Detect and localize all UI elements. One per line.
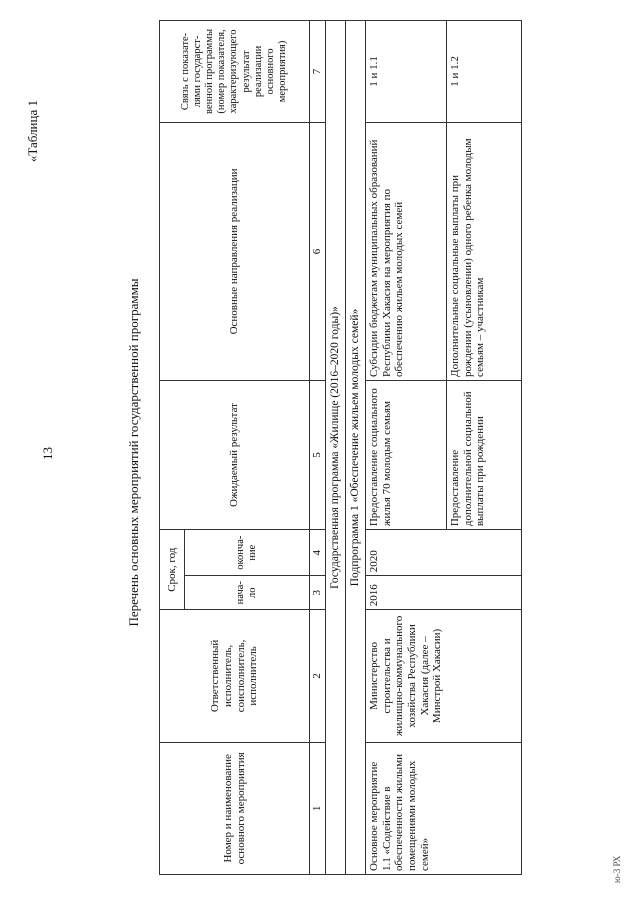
col-number: 1 xyxy=(310,742,326,874)
header-executor: Ответственный исполнитель, соисполнитель, исполнитель xyxy=(160,610,310,742)
col-number: 2 xyxy=(310,610,326,742)
table-label: «Таблица 1 xyxy=(25,100,40,163)
col-number: 3 xyxy=(310,576,326,610)
column-numbers-row xyxy=(310,21,326,875)
header-link: Связь с показате-лями государст-венной программы (номер показателя, характеризующего результат реализации основного мероприятия) xyxy=(160,21,310,123)
subprogram-row xyxy=(345,21,365,875)
table-title: Перечень основных мероприятий государственной программы xyxy=(126,278,141,627)
measure-end: 2020 xyxy=(366,530,522,576)
measure-result: Предоставление дополнительной социальной выплаты при рождении xyxy=(447,380,522,529)
measures-table xyxy=(159,20,522,875)
table-row xyxy=(366,21,447,875)
measure-result: Предоставление социального жилья 70 молодым семьям xyxy=(366,380,447,529)
header-start: нача-ло xyxy=(185,576,310,610)
measure-start: 2016 xyxy=(366,576,522,610)
col-number: 5 xyxy=(310,380,326,529)
corner-mark: ю-3 РХ xyxy=(612,855,622,883)
header-name: Номер и наименование основного мероприятия xyxy=(160,742,310,874)
col-number: 4 xyxy=(310,530,326,576)
header-row xyxy=(160,21,185,875)
measure-link: 1 и 1.2 xyxy=(447,21,522,123)
header-period: Срок, год xyxy=(160,530,185,610)
program-row xyxy=(325,21,345,875)
header-directions: Основные направления реализации xyxy=(160,122,310,380)
header-end: оконча-ние xyxy=(185,530,310,576)
measure-direction: Субсидии бюджетам муниципальных образований Республики Хакасия на мероприятия по обеспечению жильем молодых семей xyxy=(366,122,447,380)
program-title: Государственная программа «Жилище (2016–2020 годы)» xyxy=(325,21,345,875)
measure-link: 1 и 1.1 xyxy=(366,21,447,123)
col-number: 7 xyxy=(310,21,326,123)
subprogram-title: Подпрограмма 1 «Обеспечение жильем молодых семей» xyxy=(345,21,365,875)
measure-direction: Дополнительные социальные выплаты при рождении (усыновлении) одного ребенка молодым семьям – участникам xyxy=(447,122,522,380)
col-number: 6 xyxy=(310,122,326,380)
measure-executor: Министерство строительства и жилищно-коммунального хозяйства Республики Хакасия (далее – Минстрой Хакасии) xyxy=(366,610,522,742)
measure-name: Основное мероприятие 1.1 «Содействие в обеспеченности жилыми помещениями молодых семей» xyxy=(366,742,522,874)
page-number: 13 xyxy=(40,447,55,460)
header-result: Ожидаемый результат xyxy=(160,380,310,529)
